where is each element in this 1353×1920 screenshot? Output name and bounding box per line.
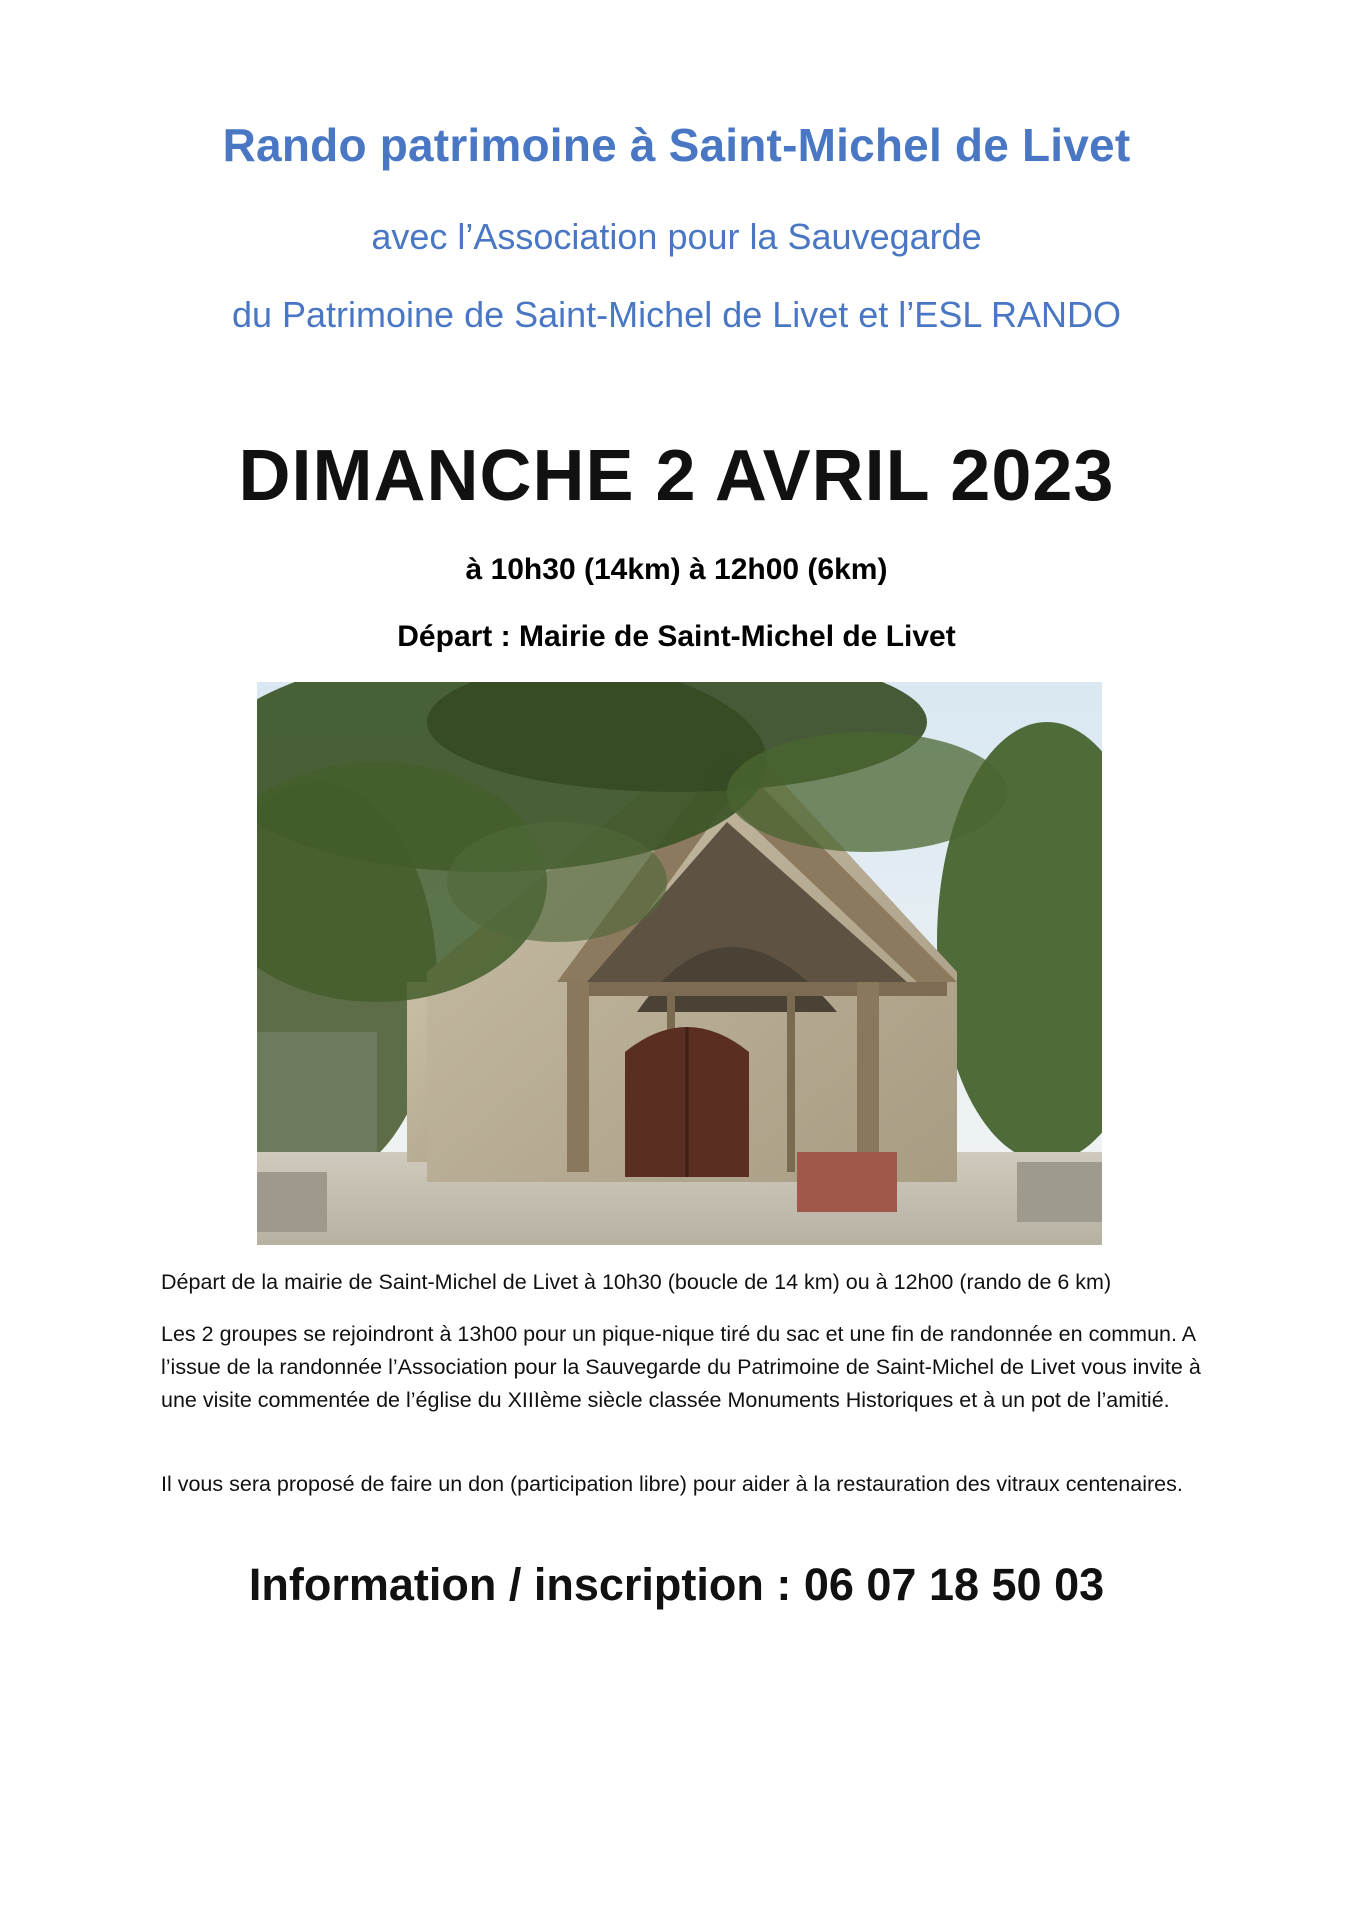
event-date: DIMANCHE 2 AVRIL 2023 [238,436,1115,516]
paragraph-program: Les 2 groupes se rejoindront à 13h00 pour un pique-nique tiré du sac et une fin de randonnée en commun. A l’issue de la randonnée l’Association pour la Sauvegarde du Patrimoine de Saint-Michel de Livet vous invite à une visite commentée de l’église du XIIIème siècle classée Monuments Historiques et à un pot de l’amitié. [161,1322,1201,1412]
departure-location: Départ : Mairie de Saint-Michel de Livet [397,620,956,653]
event-times: à 10h30 (14km) à 12h00 (6km) [465,553,888,586]
contact-info: Information / inscription : 06 07 18 50 03 [248,1559,1105,1610]
flyer-title: Rando patrimoine à Saint-Michel de Livet [222,119,1131,171]
paragraph-departure-details: Départ de la mairie de Saint-Michel de Livet à 10h30 (boucle de 14 km) ou à 12h00 (rando de 6 km) [161,1270,1112,1294]
organizer-line-1: avec l’Association pour la Sauvegarde [371,216,982,257]
paragraph-donation: Il vous sera proposé de faire un don (participation libre) pour aider à la restauration des vitraux centenaires. [161,1472,1183,1496]
church-photo [257,682,1102,1245]
organizer-line-2: du Patrimoine de Saint-Michel de Livet et l’ESL RANDO [231,294,1122,335]
